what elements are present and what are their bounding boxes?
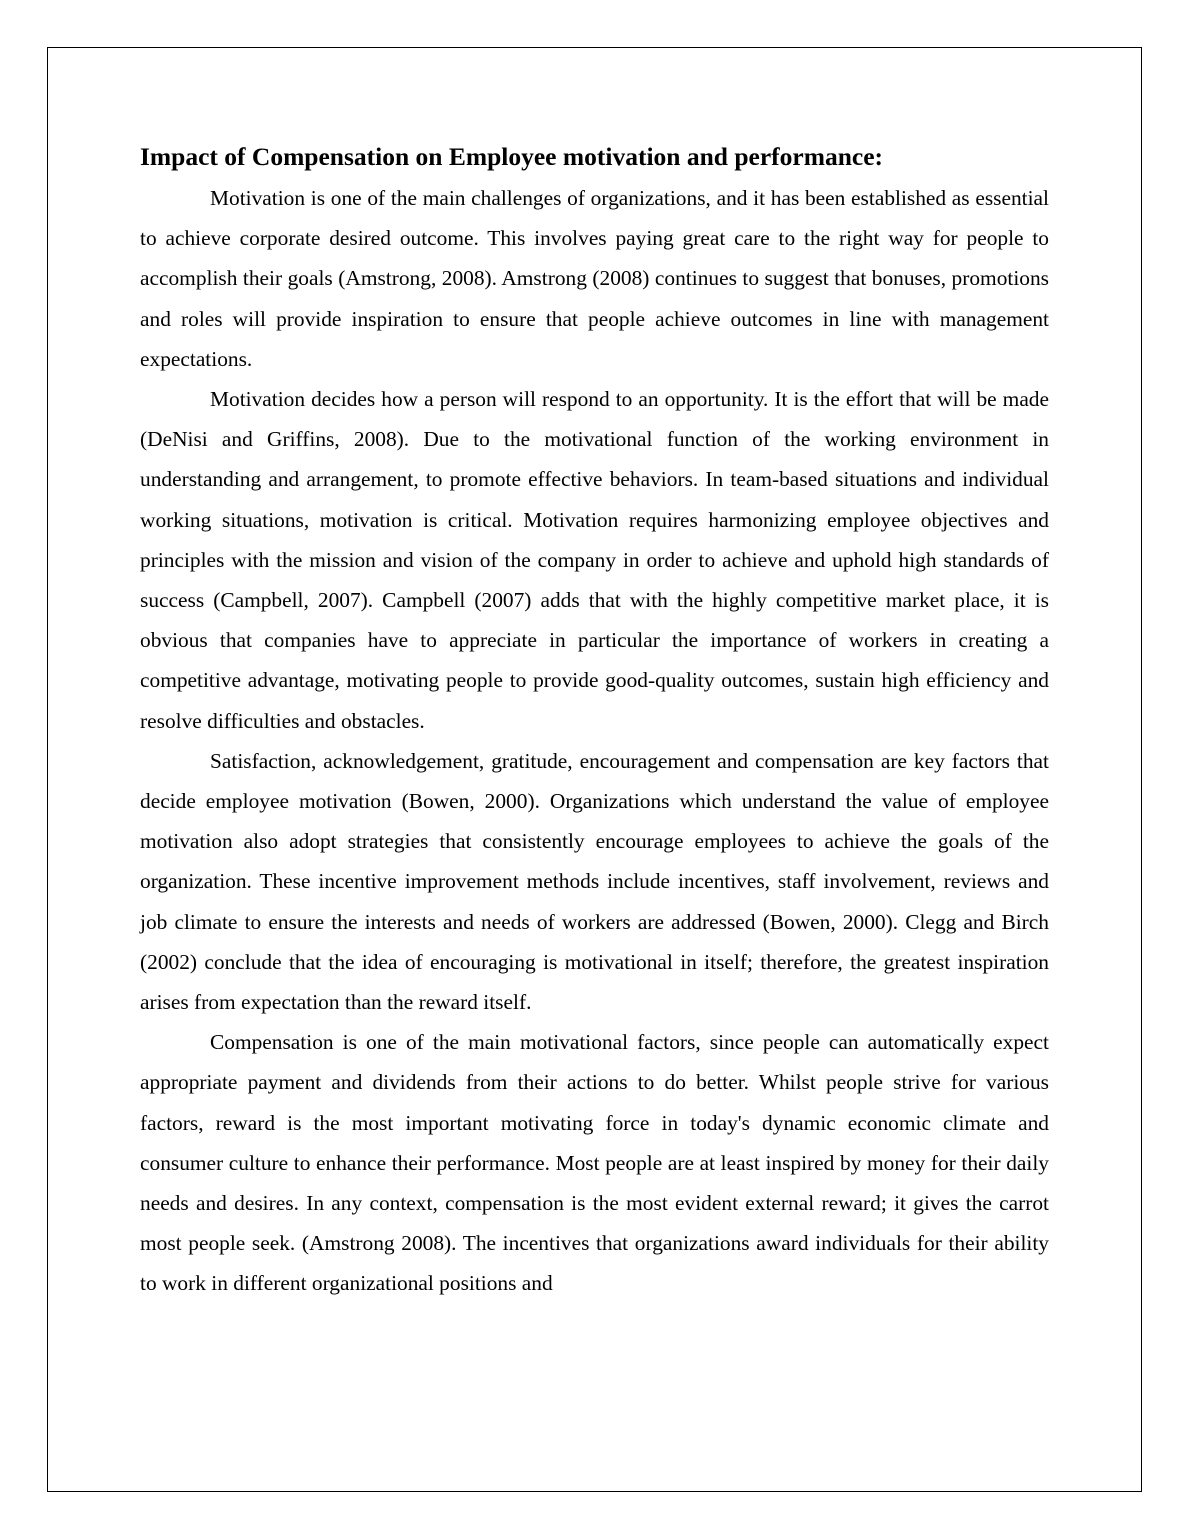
paragraph-4: Compensation is one of the main motivational factors, since people can automatically expect appropriate payment and dividends from their actions to do better. Whilst people strive for various factors, reward is the most important motivating force in today's dynamic economic climate and consumer culture to enhance their performance. Most people are at least inspired by money for their daily needs and desires. In any context, compensation is the most evident external reward; it gives the carrot most people seek. (Amstrong 2008). The incentives that organizations award individuals for their ability to work in different organizational positions and — [140, 1030, 1049, 1296]
paragraph-2: Motivation decides how a person will respond to an opportunity. It is the effort that will be made (DeNisi and Griffins, 2008). Due to the motivational function of the working environment in understanding and arrangement, to promote effective behaviors. In team-based situations and individual working situations, motivation is critical. Motivation requires harmonizing employee objectives and principles with the mission and vision of the company in order to achieve and uphold high standards of success (Campbell, 2007). Campbell (2007) adds that with the highly competitive market place, it is obvious that companies have to appreciate in particular the importance of workers in creating a competitive advantage, motivating people to provide good-quality outcomes, sustain high efficiency and resolve difficulties and obstacles. — [140, 387, 1049, 733]
paragraph-1: Motivation is one of the main challenges of organizations, and it has been established as essential to achieve corporate desired outcome. This involves paying great care to the right way for people to accomplish their goals (Amstrong, 2008). Amstrong (2008) continues to suggest that bonuses, promotions and roles will provide inspiration to ensure that people achieve outcomes in line with management expectations. — [140, 186, 1049, 371]
section-heading: Impact of Compensation on Employee motivation and performance: — [140, 142, 883, 171]
paragraph-3: Satisfaction, acknowledgement, gratitude, encouragement and compensation are key factors that decide employee motivation (Bowen, 2000). Organizations which understand the value of employee motivation also adopt strategies that consistently encourage employees to achieve the goals of the organization. These incentive improvement methods include incentives, staff involvement, reviews and job climate to ensure the interests and needs of workers are addressed (Bowen, 2000). Clegg and Birch (2002) conclude that the idea of encouraging is motivational in itself; therefore, the greatest inspiration arises from expectation than the reward itself. — [140, 748, 1049, 1015]
document-body — [140, 138, 1049, 1304]
